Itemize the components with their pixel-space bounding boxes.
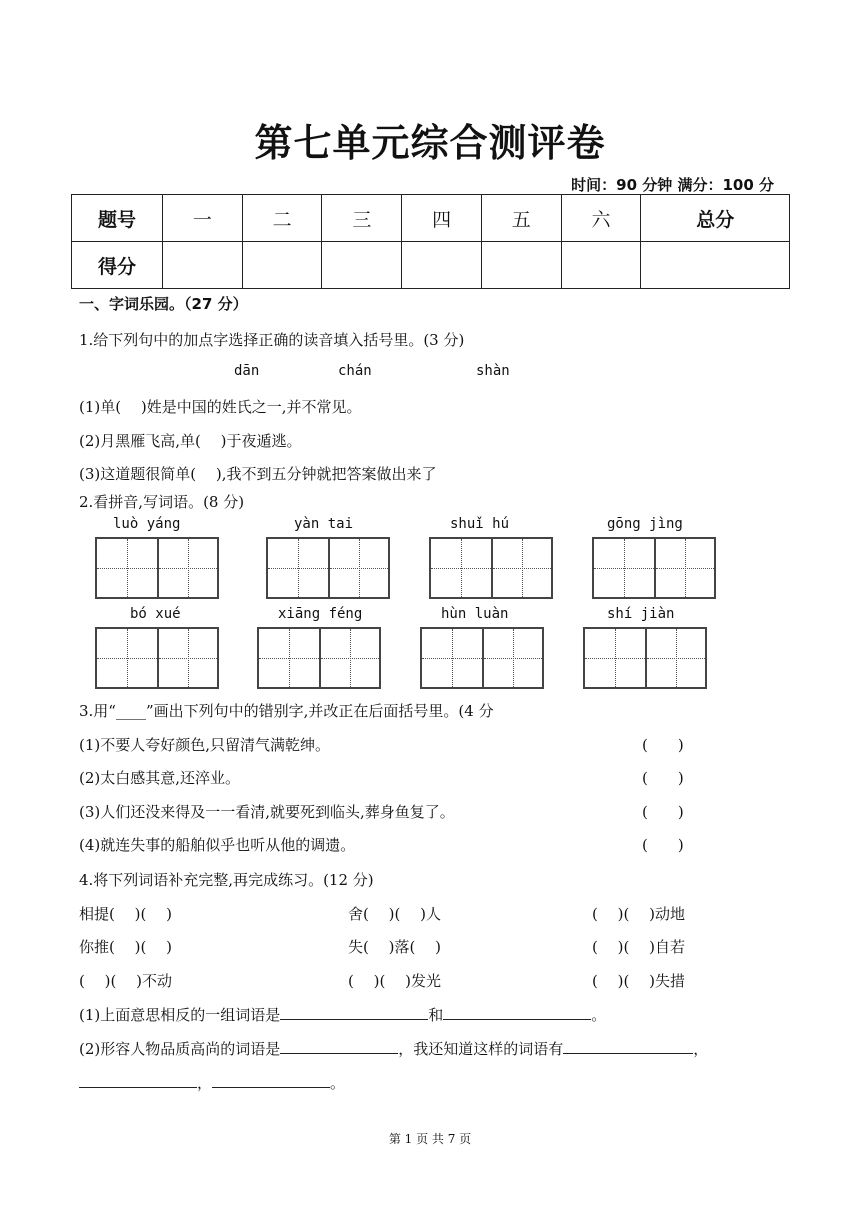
pinyin-label: shuǐ hú — [450, 516, 510, 532]
answer-blank[interactable] — [563, 1039, 693, 1054]
q3-prompt: 3.用“____”画出下列句中的错别字,并改正在后面括号里。(4 分 — [79, 702, 494, 720]
score-header-label: 题号 — [72, 195, 163, 242]
writing-grid[interactable] — [95, 627, 219, 689]
score-cell[interactable] — [242, 242, 322, 289]
score-cell[interactable] — [641, 242, 790, 289]
answer-blank[interactable] — [212, 1073, 330, 1088]
q4-sub2-end: 。 — [330, 1074, 346, 1092]
q4-sub2-comma: ， — [693, 1040, 709, 1058]
score-header-1: 一 — [163, 195, 243, 242]
grid-cell[interactable] — [157, 629, 217, 687]
score-table-header-row — [72, 195, 790, 242]
time-info: 时间：90 分钟 满分：100 分 — [571, 176, 774, 194]
q3-item: (1)不要人夸好颜色,只留清气满乾绅。 — [79, 736, 331, 754]
score-header-4: 四 — [402, 195, 482, 242]
answer-blank[interactable] — [443, 1005, 591, 1020]
q1-option: shàn — [476, 363, 510, 379]
writing-grid[interactable] — [429, 537, 553, 599]
grid-cell[interactable] — [97, 539, 157, 597]
idiom-item: 舍( )( )人 — [348, 905, 441, 923]
pinyin-label: shí jiàn — [607, 606, 675, 622]
grid-cell[interactable] — [482, 629, 542, 687]
q1-prompt: 1.给下列句中的加点字选择正确的读音填入括号里。(3 分) — [79, 331, 465, 349]
q4-prompt: 4.将下列词语补充完整,再完成练习。(12 分) — [79, 871, 374, 889]
q1-item: (1)单( )姓是中国的姓氏之一,并不常见。 — [79, 398, 362, 416]
writing-grid[interactable] — [583, 627, 707, 689]
writing-grid[interactable] — [95, 537, 219, 599]
score-header-6: 六 — [561, 195, 641, 242]
grid-cell[interactable] — [97, 629, 157, 687]
score-header-2: 二 — [242, 195, 322, 242]
idiom-item: ( )( )发光 — [348, 972, 441, 990]
writing-grid[interactable] — [257, 627, 381, 689]
q1-option: chán — [338, 363, 372, 379]
score-header-total: 总分 — [641, 195, 790, 242]
idiom-item: 你推( )( ) — [79, 938, 172, 956]
grid-cell[interactable] — [491, 539, 551, 597]
grid-cell[interactable] — [319, 629, 379, 687]
pinyin-label: hùn luàn — [441, 606, 509, 622]
answer-paren[interactable]: ( ) — [642, 803, 684, 821]
idiom-item: ( )( )失措 — [592, 972, 685, 990]
grid-cell[interactable] — [422, 629, 482, 687]
q4-sub1-text: (1)上面意思相反的一组词语是 — [79, 1006, 281, 1024]
idiom-item: ( )( )动地 — [592, 905, 685, 923]
page-title: 第七单元综合测评卷 — [254, 121, 606, 165]
q1-item: (2)月黑雁飞高,单( )于夜遁逃。 — [79, 432, 302, 450]
q3-item: (4)就连失事的船舶似乎也听从他的调遗。 — [79, 836, 356, 854]
idiom-item: ( )( )不动 — [79, 972, 172, 990]
grid-cell[interactable] — [645, 629, 705, 687]
q1-option: dān — [234, 363, 260, 379]
score-cell[interactable] — [481, 242, 561, 289]
idiom-item: ( )( )自若 — [592, 938, 685, 956]
idiom-item: 相提( )( ) — [79, 905, 172, 923]
pinyin-label: luò yáng — [113, 516, 181, 532]
pinyin-label: gōng jìng — [607, 516, 683, 532]
page-footer: 第 1 页 共 7 页 — [388, 1132, 472, 1146]
grid-cell[interactable] — [157, 539, 217, 597]
answer-paren[interactable]: ( ) — [642, 836, 684, 854]
pinyin-label: yàn tai — [294, 516, 354, 532]
section-heading: 一、字词乐园。（27 分） — [79, 295, 248, 313]
idiom-item: 失( )落( ) — [348, 938, 441, 956]
score-cell[interactable] — [322, 242, 402, 289]
answer-blank[interactable] — [79, 1073, 197, 1088]
answer-blank[interactable] — [280, 1039, 398, 1054]
grid-cell[interactable] — [268, 539, 328, 597]
answer-paren[interactable]: ( ) — [642, 769, 684, 787]
grid-cell[interactable] — [431, 539, 491, 597]
pinyin-label: bó xué — [130, 606, 181, 622]
grid-cell[interactable] — [585, 629, 645, 687]
q3-item: (3)人们还没来得及一一看清,就要死到临头,葬身鱼复了。 — [79, 803, 455, 821]
score-header-5: 五 — [481, 195, 561, 242]
grid-cell[interactable] — [259, 629, 319, 687]
answer-paren[interactable]: ( ) — [642, 736, 684, 754]
q4-sub2 — [79, 1038, 708, 1059]
q4-sub2-cont — [79, 1072, 345, 1093]
q1-item: (3)这道题很简单( ),我不到五分钟就把答案做出来了 — [79, 465, 437, 483]
q4-sub2-text2: ，我还知道这样的词语有 — [398, 1040, 564, 1058]
q2-prompt: 2.看拼音,写词语。(8 分) — [79, 493, 245, 511]
grid-cell[interactable] — [594, 539, 654, 597]
pinyin-label: xiāng féng — [278, 606, 363, 622]
writing-grid[interactable] — [266, 537, 390, 599]
score-cell[interactable] — [561, 242, 641, 289]
score-cell[interactable] — [163, 242, 243, 289]
q4-sub1-and: 和 — [428, 1006, 444, 1024]
writing-grid[interactable] — [592, 537, 716, 599]
score-cell[interactable] — [402, 242, 482, 289]
grid-cell[interactable] — [328, 539, 388, 597]
score-table — [71, 194, 790, 289]
answer-blank[interactable] — [280, 1005, 428, 1020]
q4-sub2-comma2: ， — [197, 1074, 213, 1092]
grid-cell[interactable] — [654, 539, 714, 597]
q3-item: (2)太白感其意,还淬业。 — [79, 769, 241, 787]
score-table-score-row — [72, 242, 790, 289]
score-header-3: 三 — [322, 195, 402, 242]
writing-grid[interactable] — [420, 627, 544, 689]
score-row-label: 得分 — [72, 242, 163, 289]
q4-sub2-text: (2)形容人物品质高尚的词语是 — [79, 1040, 281, 1058]
q4-sub1 — [79, 1004, 606, 1025]
q4-sub1-end: 。 — [591, 1006, 607, 1024]
